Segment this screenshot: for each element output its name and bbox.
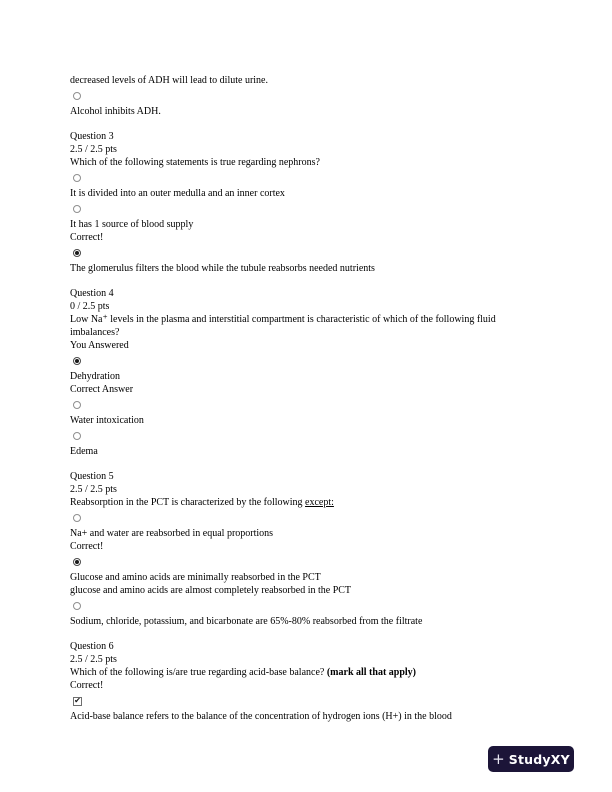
answer-radio-row: [70, 432, 550, 440]
question-prompt-text: except:: [305, 497, 334, 508]
radio-selected[interactable]: [73, 357, 81, 365]
answer-radio-row: [70, 249, 550, 257]
checkbox-checked[interactable]: [73, 697, 82, 706]
brand-name-xy: XY: [550, 751, 570, 767]
radio-selected[interactable]: [73, 558, 81, 566]
question-prompt-text: Which of the following is/are true regarding acid-base balance?: [70, 667, 327, 678]
radio-dot: [75, 251, 79, 255]
radio-unselected[interactable]: [73, 174, 81, 182]
question-block: [70, 470, 550, 628]
plus-icon: +: [492, 749, 505, 768]
answer-text: Water intoxication: [70, 415, 144, 426]
question-points: 2.5 / 2.5 pts: [70, 144, 117, 155]
question-prompt-text: Low Na⁺ levels in the plasma and interstitial compartment is characteristic of which of the following fluid: [70, 314, 496, 325]
question-title: Question 5: [70, 471, 114, 482]
answer-radio-row: [70, 602, 550, 610]
question-prompt-text: imbalances?: [70, 327, 120, 338]
brand-name: [509, 752, 570, 767]
question-points: 2.5 / 2.5 pts: [70, 484, 117, 495]
status-label: Correct Answer: [70, 384, 134, 395]
check-icon: ✔: [74, 696, 81, 705]
radio-unselected[interactable]: [73, 514, 81, 522]
question-points: 0 / 2.5 pts: [70, 301, 110, 312]
answer-text: Dehydration: [70, 371, 120, 382]
answer-radio-row: [70, 357, 550, 365]
answer-text: Alcohol inhibits ADH.: [70, 106, 161, 117]
answer-radio-row: [70, 92, 550, 100]
question-prompt-text: Reabsorption in the PCT is characterized by the following: [70, 497, 306, 508]
radio-unselected[interactable]: [73, 602, 81, 610]
answer-radio-row: [70, 174, 550, 182]
question-prompt: [70, 313, 550, 339]
answer-text: Acid-base balance refers to the balance of the concentration of hydrogen ions (H+) in the blood: [70, 711, 452, 722]
question-prompt-text: (mark all that apply): [326, 667, 417, 678]
question-block: [70, 130, 550, 275]
radio-unselected[interactable]: [73, 401, 81, 409]
answer-text: The glomerulus filters the blood while the tubule reabsorbs needed nutrients: [70, 263, 375, 274]
answer-radio-row: [70, 514, 550, 522]
question-points: 2.5 / 2.5 pts: [70, 654, 117, 665]
radio-unselected[interactable]: [73, 92, 81, 100]
question-prompt: [70, 496, 550, 509]
status-label: Correct!: [70, 680, 104, 691]
radio-dot: [75, 359, 79, 363]
answer-radio-row: [70, 205, 550, 213]
quiz-content: [70, 74, 550, 723]
question-prompt-text: Which of the following statements is true regarding nephrons?: [70, 157, 320, 168]
answer-text: It has 1 source of blood supply: [70, 219, 194, 230]
status-label: Correct!: [70, 541, 104, 552]
brand-name-study: Study: [508, 751, 551, 767]
question-title: Question 4: [70, 288, 114, 299]
status-label: Correct!: [70, 232, 104, 243]
answer-checkbox-row: [70, 697, 550, 705]
question-block: [70, 287, 550, 458]
answer-text: It is divided into an outer medulla and an inner cortex: [70, 188, 285, 199]
radio-dot: [75, 560, 79, 564]
answer-text: glucose and amino acids are almost completely reabsorbed in the PCT: [70, 585, 352, 596]
answer-text: Glucose and amino acids are minimally reabsorbed in the PCT: [70, 572, 321, 583]
answer-text: Sodium, chloride, potassium, and bicarbonate are 65%-80% reabsorbed from the filtrate: [70, 616, 423, 627]
radio-selected[interactable]: [73, 249, 81, 257]
radio-unselected[interactable]: [73, 205, 81, 213]
answer-text: decreased levels of ADH will lead to dilute urine.: [70, 75, 268, 86]
studyxy-logo-badge: [488, 746, 574, 772]
question-title: Question 6: [70, 641, 114, 652]
question-title: Question 3: [70, 131, 114, 142]
question-prompt: [70, 156, 550, 169]
question-block: [70, 640, 550, 723]
answer-radio-row: [70, 401, 550, 409]
answer-radio-row: [70, 558, 550, 566]
question-prompt: [70, 666, 550, 679]
answer-text: Edema: [70, 446, 98, 457]
radio-unselected[interactable]: [73, 432, 81, 440]
status-label: You Answered: [70, 340, 129, 351]
answer-text: Na+ and water are reabsorbed in equal proportions: [70, 528, 274, 539]
